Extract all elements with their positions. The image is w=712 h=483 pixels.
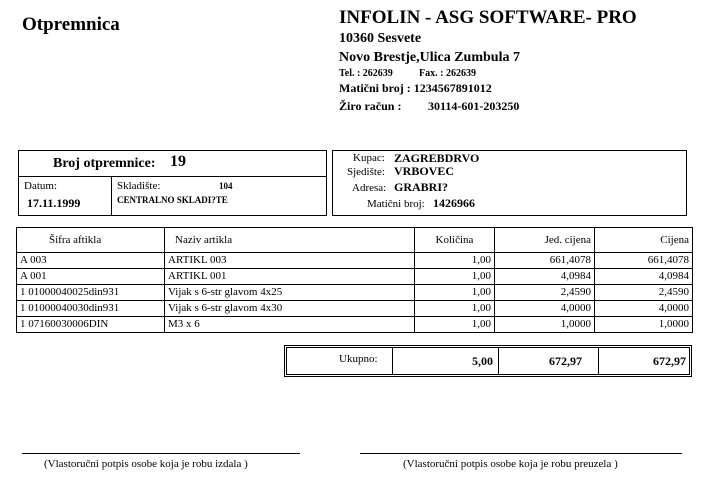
cell-jed-cijena: 4,0000 xyxy=(495,301,595,317)
cell-sifra: 1 01000040025din931 xyxy=(17,285,165,301)
cell-cijena: 4,0984 xyxy=(595,269,693,285)
document-title: Otpremnica xyxy=(22,14,120,35)
column-header-cijena: Cijena xyxy=(595,228,693,253)
doc-number-value: 19 xyxy=(170,153,186,170)
cell-naziv: Vijak s 6-str glavom 4x25 xyxy=(165,285,415,301)
totals-divider-1 xyxy=(392,347,393,375)
customer-kupac-value: ZAGREBDRVO xyxy=(394,151,480,165)
cell-cijena: 1,0000 xyxy=(595,317,693,333)
cell-cijena: 661,4078 xyxy=(595,253,693,269)
doc-warehouse-code: 104 xyxy=(219,181,233,191)
column-header-kolicina: Količina xyxy=(415,228,495,253)
cell-jed-cijena: 1,0000 xyxy=(495,317,595,333)
company-ziro-value: 30114-601-203250 xyxy=(428,99,520,113)
customer-sjediste-value: VRBOVEC xyxy=(394,164,455,178)
cell-jed-cijena: 2,4590 xyxy=(495,285,595,301)
column-header-sifra: Šifra aftikla xyxy=(17,228,165,253)
company-tel: Tel. : 262639 xyxy=(339,68,393,79)
signature-line-right xyxy=(360,453,682,454)
totals-quantity: 5,00 xyxy=(472,354,493,368)
column-header-jed-cijena: Jed. cijena xyxy=(495,228,595,253)
table-row xyxy=(17,285,693,301)
totals-divider-3 xyxy=(598,347,599,375)
cell-naziv: ARTIKL 003 xyxy=(165,253,415,269)
totals-label: Ukupno: xyxy=(339,353,378,365)
cell-jed-cijena: 4,0984 xyxy=(495,269,595,285)
doc-number-label: Broj otpremnice: xyxy=(53,156,156,171)
customer-maticni-value: 1426966 xyxy=(433,196,475,210)
company-ziro-label: Žiro račun : xyxy=(339,99,402,113)
customer-kupac-label: Kupac: xyxy=(353,152,385,164)
company-postal: 10360 Sesvete xyxy=(339,31,422,46)
company-address: Novo Brestje,Ulica Zumbula 7 xyxy=(339,50,520,65)
cell-naziv: M3 x 6 xyxy=(165,317,415,333)
customer-sjediste-label: Sjedište: xyxy=(347,166,385,178)
company-maticni: Matični broj : 1234567891012 xyxy=(339,81,492,95)
doc-warehouse-label: Skladište: xyxy=(117,180,161,192)
table-row xyxy=(17,253,693,269)
signature-line-left xyxy=(22,453,300,454)
table-row xyxy=(17,269,693,285)
totals-total: 672,97 xyxy=(653,354,686,368)
cell-naziv: Vijak s 6-str glavom 4x30 xyxy=(165,301,415,317)
cell-kolicina: 1,00 xyxy=(415,317,495,333)
company-name: INFOLIN - ASG SOFTWARE- PRO xyxy=(339,7,637,28)
cell-kolicina: 1,00 xyxy=(415,285,495,301)
cell-kolicina: 1,00 xyxy=(415,253,495,269)
cell-kolicina: 1,00 xyxy=(415,301,495,317)
cell-jed-cijena: 661,4078 xyxy=(495,253,595,269)
document-info-vdivider xyxy=(111,176,112,216)
cell-cijena: 4,0000 xyxy=(595,301,693,317)
doc-date-label: Datum: xyxy=(24,180,57,192)
items-table xyxy=(16,227,693,333)
table-row xyxy=(17,317,693,333)
table-header-row xyxy=(17,228,693,253)
cell-cijena: 2,4590 xyxy=(595,285,693,301)
cell-sifra: A 003 xyxy=(17,253,165,269)
cell-kolicina: 1,00 xyxy=(415,269,495,285)
customer-adresa-label: Adresa: xyxy=(352,182,387,194)
cell-sifra: 1 01000040030din931 xyxy=(17,301,165,317)
cell-sifra: A 001 xyxy=(17,269,165,285)
signature-label-left: (Vlastoručni potpis osobe koja je robu izdala ) xyxy=(44,458,248,470)
table-row xyxy=(17,301,693,317)
cell-sifra: 1 07160030006DIN xyxy=(17,317,165,333)
totals-unit-price: 672,97 xyxy=(549,354,582,368)
document-info-divider xyxy=(18,176,327,177)
customer-adresa-value: GRABRI? xyxy=(394,180,449,194)
cell-naziv: ARTIKL 001 xyxy=(165,269,415,285)
column-header-naziv: Naziv artikla xyxy=(165,228,415,253)
company-fax: Fax. : 262639 xyxy=(419,68,476,79)
doc-date-value: 17.11.1999 xyxy=(27,196,81,210)
customer-maticni-label: Matični broj: xyxy=(367,198,425,210)
totals-divider-2 xyxy=(498,347,499,375)
doc-warehouse-name: CENTRALNO SKLADI?TE xyxy=(117,195,228,205)
signature-label-right: (Vlastoručni potpis osobe koja je robu preuzela ) xyxy=(403,458,618,470)
